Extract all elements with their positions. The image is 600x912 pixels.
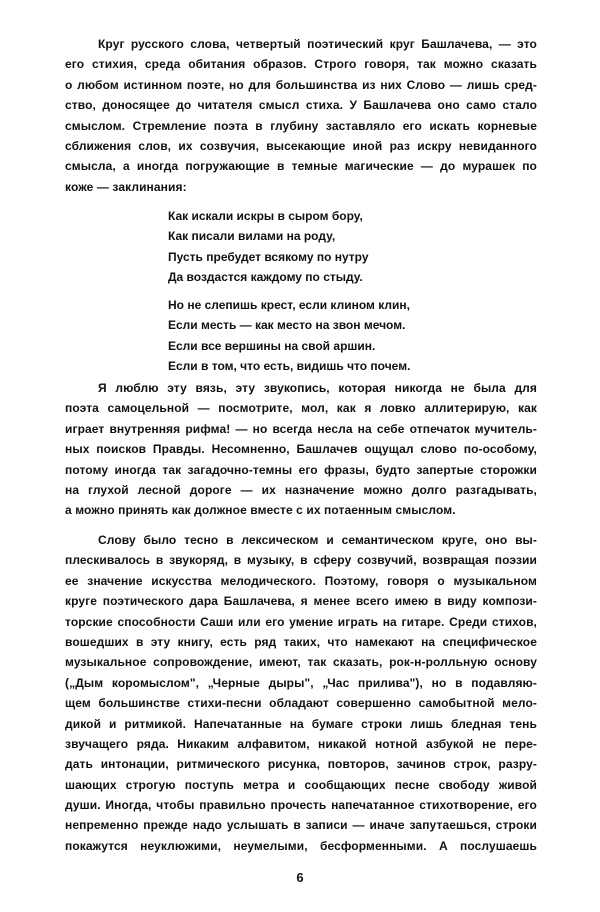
paragraph-line: Я люблю эту вязь, эту звукопись, которая никогда не была для: [98, 381, 537, 395]
paragraph-line: ство, доносящее до читателя смысл стиха. У Башлачева оно само стало: [65, 98, 537, 113]
paragraph-line: его стихия, среда обитания образов. Строго говоря, так можно сказать: [65, 57, 537, 72]
verse-line: Если все вершины на свой аршин.: [168, 338, 376, 353]
paragraph-line: о любом истинном поэте, но для большинства из них Слово — лишь сред-: [65, 77, 537, 92]
page-number: 6: [296, 870, 304, 885]
paragraph-3: [65, 530, 537, 856]
paragraph-2: [65, 378, 537, 521]
paragraph-line: музыкальное сопровождение, имеют, так сказать, рок-н-ролльную основу: [65, 655, 537, 670]
verse-line: Да воздастся каждому по стыду.: [168, 270, 363, 285]
verse-line: Если месть — как место на звон мечом.: [168, 318, 406, 333]
paragraph-line: Слову было тесно в лексическом и семантическом круге, оно вы-: [98, 533, 537, 547]
paragraph-line: ных поисков Правды. Несомненно, Башлачев ощущал слово по-особому,: [65, 442, 537, 457]
paragraph-line: души. Иногда, чтобы правильно прочесть напечатанное стихотворение, его: [65, 798, 537, 813]
paragraph-line: плескивалось в звукоряд, в музыку, в сферу созвучий, возвращая поэзии: [65, 553, 537, 568]
paragraph-line: коже — заклинания:: [65, 179, 187, 194]
paragraph-line: поэта самоцельной — посмотрите, мол, как я ловко аллитерирую, как: [65, 401, 537, 416]
verse-line: Но не слепишь крест, если клином клин,: [168, 298, 410, 312]
paragraph-line: („Дым коромыслом", „Черные дыры", „Час прилива"), но в подавляю-: [65, 675, 537, 690]
paragraph-line: вошедших в эту книгу, есть ряд таких, что намекают на специфическое: [65, 634, 537, 649]
paragraph-line: на глухой лесной дороге — их назначение можно долго разгадывать,: [65, 482, 537, 497]
paragraph-line: непременно прежде надо услышать в записи — иначе запутаешься, строки: [65, 818, 537, 833]
paragraph-line: ее значение искусства мелодического. Поэтому, говоря о музыкальном: [65, 573, 537, 588]
verse-line: Как искали искры в сыром бору,: [168, 209, 363, 223]
verse-stanza-1: [168, 206, 468, 288]
paragraph-line: а можно принять как должное вместе с их потаенным смыслом.: [65, 503, 456, 518]
paragraph-line: торские способности Саши или его умение играть на гитаре. Среди стихов,: [65, 614, 537, 629]
verse-line: Пусть пребудет всякому по нутру: [168, 249, 369, 264]
paragraph-line: играет внутренняя рифма! — но всегда несла на себе отпечаток мучитель-: [65, 421, 537, 436]
paragraph-line: смысла, а иногда погружающие в темные магические — до мурашек по: [65, 159, 537, 174]
paragraph-line: Круг русского слова, четвертый поэтический круг Башлачева, — это: [98, 37, 537, 51]
paragraph-line: щем большинстве стихи-песни обладают совершенно самобытной мело-: [65, 696, 537, 711]
paragraph-line: круге поэтического дара Башлачева, я менее всего имею в виду компози-: [65, 594, 537, 609]
paragraph-line: смыслом. Стремление поэта в глубину заставляло его искать корневые: [65, 118, 537, 133]
verse-line: Как писали вилами на роду,: [168, 229, 336, 244]
paragraph-line: покажутся неуклюжими, неумелыми, бесформенными. А послушаешь: [65, 838, 537, 853]
paragraph-line: дать интонации, ритмического рисунка, повторов, зачинов строк, разру-: [65, 757, 537, 772]
paragraph-line: сближения слов, их созвучия, высекающие иной раз искру невиданного: [65, 138, 537, 153]
verse-stanza-2: [168, 295, 468, 377]
paragraph-line: шающих строгую поступь метра и сообщающих песне свободу живой: [65, 777, 537, 792]
paragraph-line: дикой и ритмикой. Напечатанные на бумаге строки лишь бледная тень: [65, 716, 537, 731]
paragraph-line: звучащего ряда. Никаким алфавитом, никакой нотной азбукой не пере-: [65, 736, 537, 751]
paragraph-line: потому иногда так загадочно-темны его фразы, будто запертые сторожки: [65, 462, 537, 477]
paragraph-1: [65, 34, 537, 197]
verse-line: Если в том, что есть, видишь что почем.: [168, 359, 411, 374]
